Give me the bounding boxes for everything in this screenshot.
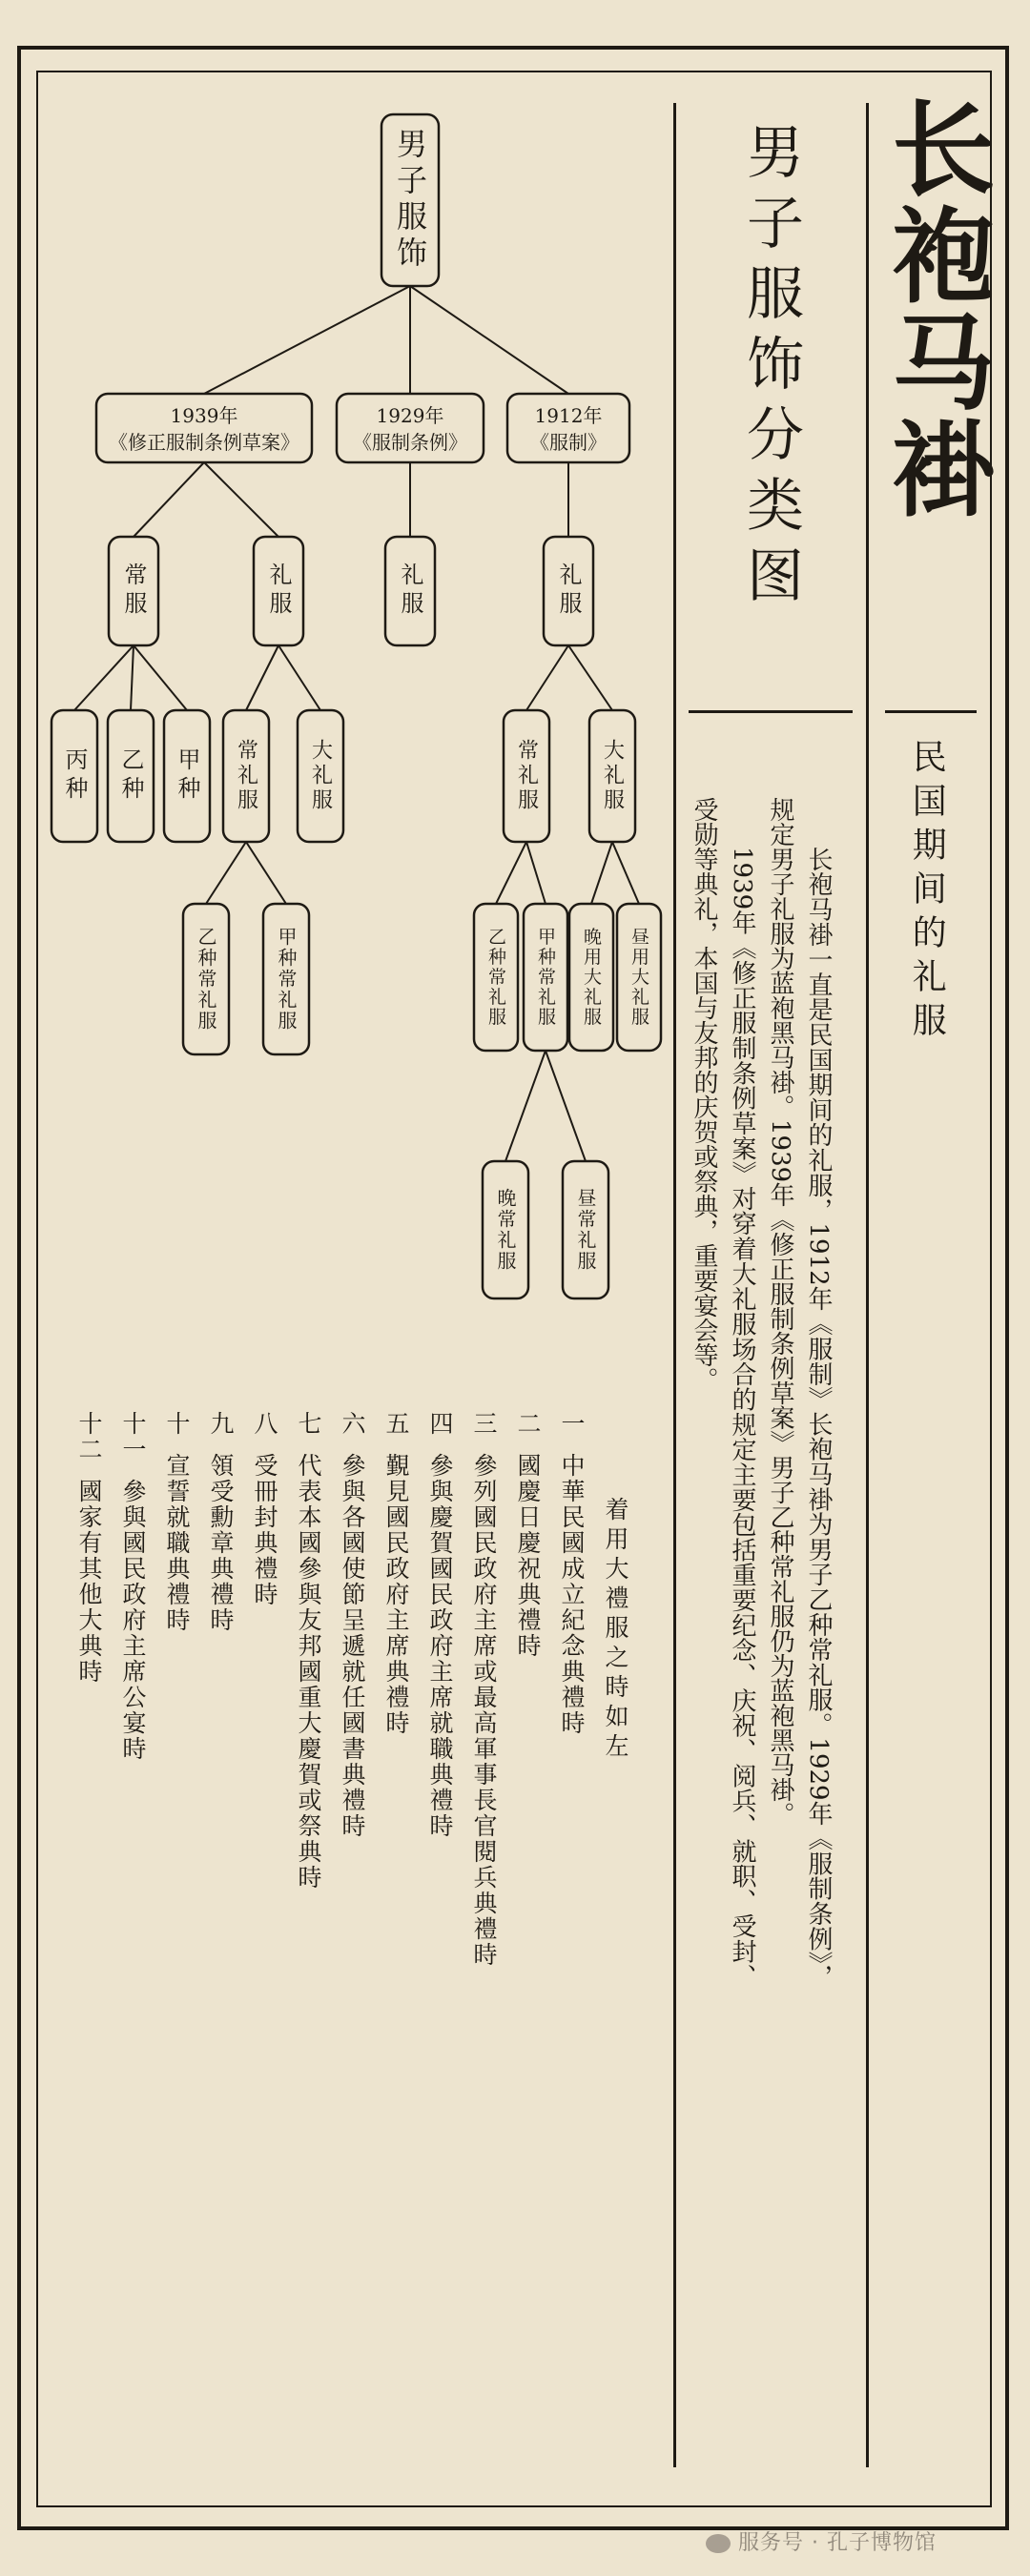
node-wan-changlifu: 晚常礼服 <box>494 1188 517 1272</box>
node-1929-name: 《服制条例》 <box>353 431 467 454</box>
classification-tree <box>0 0 668 1335</box>
chart-title: 男子服饰分类图 <box>737 122 804 616</box>
divider-right <box>866 103 869 2467</box>
node-zhou-changlifu: 昼常礼服 <box>574 1188 597 1272</box>
node-zhouyong-dalifu: 昼用大礼服 <box>628 927 649 1028</box>
node-changfu: 常服 <box>120 562 147 620</box>
node-yizhong-changlifu-1939: 乙种常礼服 <box>195 927 217 1032</box>
node-jiazhong: 甲种 <box>174 747 200 805</box>
body-text <box>685 797 837 1989</box>
node-dalifu-1939: 大礼服 <box>308 739 333 813</box>
ceremony-item-12: 十二 國家有其他大典時 <box>75 1411 103 1686</box>
node-lifu-1939: 礼服 <box>265 562 292 620</box>
node-changlifu-1939: 常礼服 <box>234 739 258 813</box>
ceremony-item-8: 八 受冊封典禮時 <box>251 1411 278 1608</box>
subtitle: 民国期间的礼服 <box>907 739 947 1046</box>
divider-chart-title <box>689 710 853 713</box>
ceremony-item-11: 十一 參與國民政府主席公宴時 <box>119 1411 147 1763</box>
node-yizhong: 乙种 <box>117 747 144 805</box>
wechat-icon <box>706 2534 731 2553</box>
ceremony-list <box>67 1411 637 2116</box>
watermark-text: 服务号 · 孔子博物馆 <box>738 2531 937 2555</box>
node-changlifu-1912: 常礼服 <box>514 739 539 813</box>
node-dalifu-1912: 大礼服 <box>600 739 625 813</box>
ceremony-item-5: 五 覲見國民政府主席典禮時 <box>382 1411 410 1737</box>
node-1912-name: 《服制》 <box>530 431 607 454</box>
node-jiazhong-changlifu-1912: 甲种常礼服 <box>535 927 556 1028</box>
ceremony-item-2: 二 國慶日慶祝典禮時 <box>514 1411 542 1660</box>
ceremony-item-4: 四 參與慶賀國民政府主席就職典禮時 <box>426 1411 454 1840</box>
ceremony-item-3: 三 參列國民政府主席或最高軍事長官閱兵典禮時 <box>470 1411 498 1969</box>
node-1939-year: 1939年 <box>170 404 238 427</box>
node-lifu-1929: 礼服 <box>397 562 423 620</box>
node-root: 男子服饰 <box>392 128 428 273</box>
node-yizhong-changlifu-1912: 乙种常礼服 <box>485 927 506 1028</box>
ceremony-item-1: 一 中華民國成立紀念典禮時 <box>558 1411 586 1737</box>
tree-boxes <box>52 114 661 1298</box>
watermark <box>706 2526 937 2556</box>
node-1929-year: 1929年 <box>376 404 444 427</box>
main-title: 长袍马褂 <box>874 95 995 522</box>
node-1939-name: 《修正服制条例草案》 <box>109 431 299 454</box>
ceremony-list-title: 着用大禮服之時如左 <box>602 1497 629 1763</box>
node-wanyong-dalifu: 晚用大礼服 <box>581 927 602 1028</box>
divider-middle <box>673 103 676 2467</box>
body-paragraph-2: 1939年《修正服制条例草案》对穿着大礼服场合的规定主要包括重要纪念、庆祝、阅兵、就职、受封、受勋等典礼，本国与友邦的庆贺或祭典，重要宴会等。 <box>690 797 756 1989</box>
ceremony-item-9: 九 領受勳章典禮時 <box>207 1411 235 1634</box>
ceremony-item-7: 七 代表本國參與友邦國重大慶賀或祭典時 <box>295 1411 322 1891</box>
ceremony-item-6: 六 參與各國使節呈遞就任國書典禮時 <box>339 1411 366 1840</box>
node-jiazhong-changlifu-1939: 甲种常礼服 <box>275 927 298 1032</box>
node-1912-year: 1912年 <box>534 404 603 427</box>
ceremony-item-10: 十 宣誓就職典禮時 <box>163 1411 191 1634</box>
divider-subtitle <box>885 710 977 713</box>
node-lifu-1912: 礼服 <box>555 562 582 620</box>
body-paragraph-1: 长袍马褂一直是民国期间的礼服，1912年《服制》长袍马褂为男子乙种常礼服。1929年《服制条例》，规定男子礼服为蓝袍黑马褂。1939年《修正服制条例草案》男子乙种常礼服仍为蓝袍黑马褂。 <box>766 797 833 1989</box>
node-bingzhong: 丙种 <box>61 747 88 805</box>
